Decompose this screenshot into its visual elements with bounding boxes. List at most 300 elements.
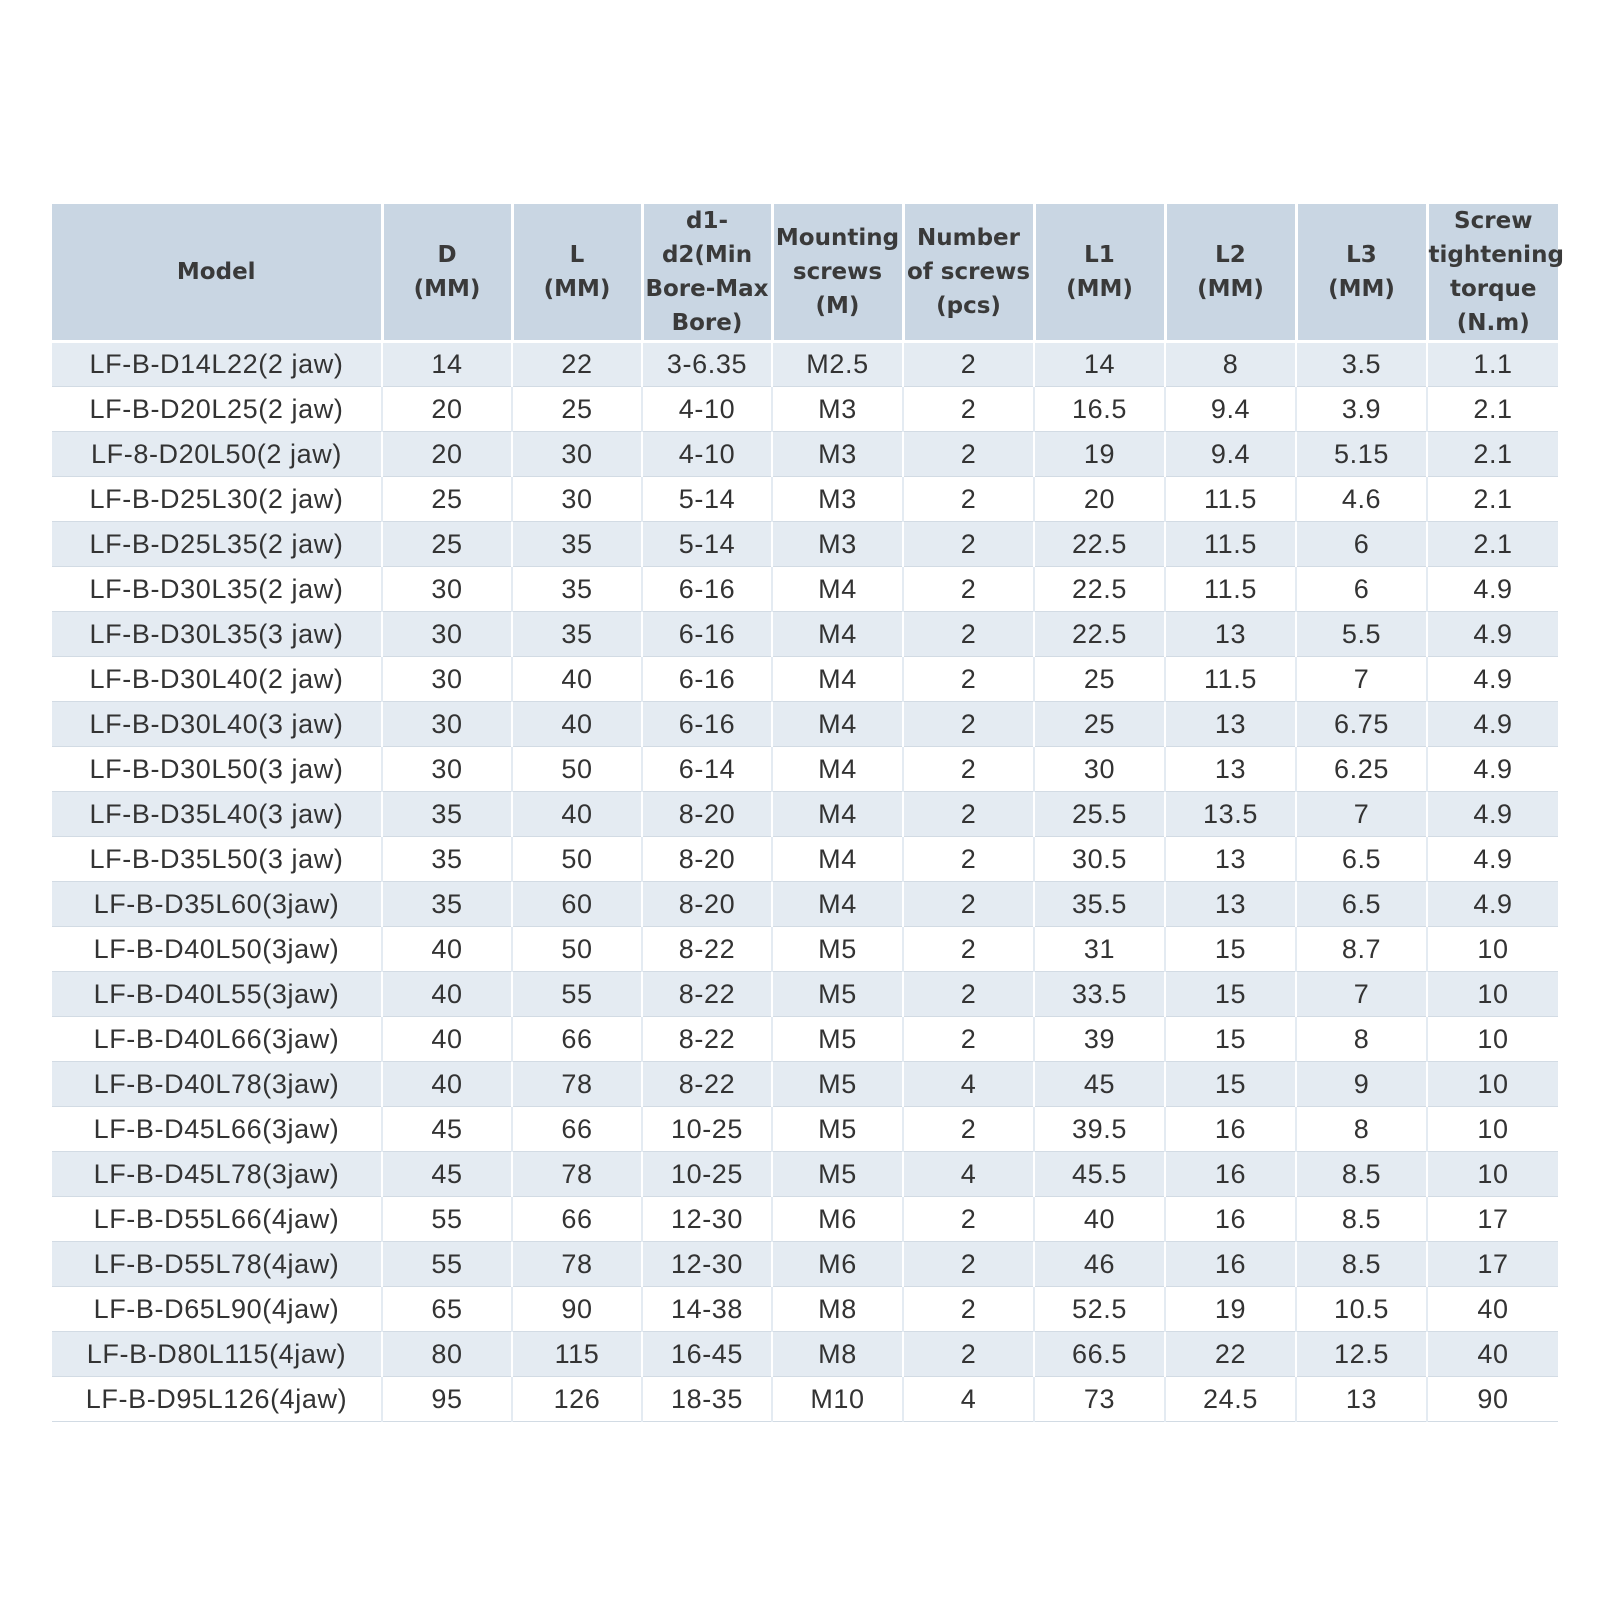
value-cell: 6-16 <box>642 567 772 612</box>
value-cell: 4.9 <box>1427 567 1558 612</box>
column-header-line: D <box>437 242 457 268</box>
column-header-line: (MM) <box>1197 276 1264 302</box>
value-cell: 3.9 <box>1296 387 1427 432</box>
value-cell: 2 <box>903 882 1034 927</box>
table-row <box>52 1017 1558 1062</box>
value-cell: 8 <box>1165 342 1296 387</box>
value-cell: 2 <box>903 432 1034 477</box>
value-cell: 25 <box>1034 702 1165 747</box>
value-cell: 46 <box>1034 1242 1165 1287</box>
value-cell: 8-22 <box>642 1062 772 1107</box>
value-cell: 10 <box>1427 1152 1558 1197</box>
model-cell: LF-B-D95L126(4jaw) <box>52 1377 382 1422</box>
column-header <box>52 204 382 342</box>
column-header-line: screws <box>792 259 883 285</box>
value-cell: 7 <box>1296 792 1427 837</box>
value-cell: 8.7 <box>1296 927 1427 972</box>
value-cell: 45 <box>1034 1062 1165 1107</box>
value-cell: 2 <box>903 837 1034 882</box>
value-cell: 10 <box>1427 1062 1558 1107</box>
column-header <box>1427 204 1564 342</box>
value-cell: 17 <box>1427 1197 1558 1242</box>
value-cell: 10.5 <box>1296 1287 1427 1332</box>
value-cell: 8.5 <box>1296 1197 1427 1242</box>
value-cell: 78 <box>512 1152 642 1197</box>
value-cell: 4.6 <box>1296 477 1427 522</box>
value-cell: 80 <box>382 1332 512 1377</box>
value-cell: 2 <box>903 567 1034 612</box>
value-cell: 4-10 <box>642 387 772 432</box>
value-cell: 45 <box>382 1107 512 1152</box>
model-cell: LF-B-D45L78(3jaw) <box>52 1152 382 1197</box>
value-cell: 2 <box>903 477 1034 522</box>
value-cell: M3 <box>772 477 903 522</box>
value-cell: 10 <box>1427 972 1558 1017</box>
value-cell: 4.9 <box>1427 792 1558 837</box>
column-header-line: L1 <box>1084 242 1115 268</box>
value-cell: 4.9 <box>1427 882 1558 927</box>
value-cell: 3-6.35 <box>642 342 772 387</box>
value-cell: 2 <box>903 1242 1034 1287</box>
value-cell: 60 <box>512 882 642 927</box>
model-cell: LF-B-D30L40(3 jaw) <box>52 702 382 747</box>
table-row <box>52 387 1558 432</box>
column-header-line: of screws <box>906 259 1031 285</box>
table-row <box>52 477 1558 522</box>
value-cell: 39.5 <box>1034 1107 1165 1152</box>
column-header <box>1296 204 1427 342</box>
value-cell: 6-14 <box>642 747 772 792</box>
value-cell: 40 <box>382 927 512 972</box>
table-row <box>52 567 1558 612</box>
value-cell: 65 <box>382 1287 512 1332</box>
value-cell: 5-14 <box>642 477 772 522</box>
column-header <box>772 204 903 342</box>
value-cell: 16 <box>1165 1152 1296 1197</box>
value-cell: 10-25 <box>642 1107 772 1152</box>
value-cell: 22 <box>512 342 642 387</box>
value-cell: 10 <box>1427 927 1558 972</box>
column-header-line: torque <box>1449 276 1537 302</box>
value-cell: M8 <box>772 1332 903 1377</box>
value-cell: 35 <box>382 792 512 837</box>
column-header <box>1165 204 1296 342</box>
table-row <box>52 1242 1558 1287</box>
table-row <box>52 927 1558 972</box>
table-row <box>52 972 1558 1017</box>
value-cell: 13 <box>1296 1377 1427 1422</box>
model-cell: LF-B-D20L25(2 jaw) <box>52 387 382 432</box>
value-cell: 2 <box>903 972 1034 1017</box>
model-cell: LF-B-D45L66(3jaw) <box>52 1107 382 1152</box>
model-cell: LF-B-D55L66(4jaw) <box>52 1197 382 1242</box>
value-cell: 45 <box>382 1152 512 1197</box>
value-cell: 95 <box>382 1377 512 1422</box>
value-cell: 25 <box>382 477 512 522</box>
column-header-line: (MM) <box>1328 276 1395 302</box>
value-cell: M4 <box>772 612 903 657</box>
value-cell: 9.4 <box>1165 432 1296 477</box>
value-cell: 30 <box>382 657 512 702</box>
value-cell: 4.9 <box>1427 612 1558 657</box>
model-cell: LF-B-D40L78(3jaw) <box>52 1062 382 1107</box>
value-cell: M3 <box>772 387 903 432</box>
table-row <box>52 1197 1558 1242</box>
table-row <box>52 1377 1558 1422</box>
column-header <box>512 204 642 342</box>
value-cell: 12-30 <box>642 1242 772 1287</box>
value-cell: M4 <box>772 657 903 702</box>
value-cell: 22 <box>1165 1332 1296 1377</box>
value-cell: 126 <box>512 1377 642 1422</box>
value-cell: 2 <box>903 747 1034 792</box>
value-cell: 30 <box>512 477 642 522</box>
value-cell: 20 <box>382 432 512 477</box>
column-header <box>382 204 512 342</box>
value-cell: 8-20 <box>642 837 772 882</box>
value-cell: M5 <box>772 1062 903 1107</box>
value-cell: 40 <box>1427 1287 1558 1332</box>
model-cell: LF-B-D40L55(3jaw) <box>52 972 382 1017</box>
table-row <box>52 432 1558 477</box>
value-cell: 24.5 <box>1165 1377 1296 1422</box>
value-cell: 22.5 <box>1034 612 1165 657</box>
model-cell: LF-B-D30L40(2 jaw) <box>52 657 382 702</box>
value-cell: 15 <box>1165 927 1296 972</box>
table-row <box>52 1152 1558 1197</box>
value-cell: M3 <box>772 432 903 477</box>
value-cell: 15 <box>1165 972 1296 1017</box>
value-cell: 25 <box>1034 657 1165 702</box>
column-header-line: Bore) <box>671 310 743 336</box>
value-cell: 2 <box>903 387 1034 432</box>
value-cell: 20 <box>382 387 512 432</box>
value-cell: 6-16 <box>642 702 772 747</box>
value-cell: M5 <box>772 1152 903 1197</box>
value-cell: 2 <box>903 927 1034 972</box>
column-header-line: Mounting <box>775 225 900 251</box>
value-cell: 9.4 <box>1165 387 1296 432</box>
value-cell: 45.5 <box>1034 1152 1165 1197</box>
value-cell: 55 <box>512 972 642 1017</box>
value-cell: 30.5 <box>1034 837 1165 882</box>
value-cell: 2.1 <box>1427 387 1558 432</box>
model-cell: LF-B-D40L50(3jaw) <box>52 927 382 972</box>
value-cell: 22.5 <box>1034 522 1165 567</box>
column-header-line: (MM) <box>413 276 481 302</box>
value-cell: M4 <box>772 702 903 747</box>
value-cell: 4 <box>903 1152 1034 1197</box>
value-cell: 50 <box>512 837 642 882</box>
value-cell: 35 <box>512 567 642 612</box>
column-header-line: Screw <box>1454 208 1533 234</box>
value-cell: 8-22 <box>642 972 772 1017</box>
value-cell: 11.5 <box>1165 567 1296 612</box>
value-cell: M5 <box>772 972 903 1017</box>
model-cell: LF-B-D35L50(3 jaw) <box>52 837 382 882</box>
value-cell: 4 <box>903 1062 1034 1107</box>
value-cell: 16 <box>1165 1242 1296 1287</box>
model-cell: LF-B-D80L115(4jaw) <box>52 1332 382 1377</box>
value-cell: M4 <box>772 792 903 837</box>
value-cell: 19 <box>1165 1287 1296 1332</box>
value-cell: 2 <box>903 1017 1034 1062</box>
value-cell: 15 <box>1165 1062 1296 1107</box>
value-cell: 39 <box>1034 1017 1165 1062</box>
value-cell: 5-14 <box>642 522 772 567</box>
value-cell: 2 <box>903 342 1034 387</box>
table-row <box>52 1062 1558 1107</box>
value-cell: 30 <box>382 612 512 657</box>
value-cell: 35 <box>512 522 642 567</box>
value-cell: M6 <box>772 1197 903 1242</box>
model-cell: LF-B-D25L30(2 jaw) <box>52 477 382 522</box>
value-cell: 6 <box>1296 567 1427 612</box>
value-cell: 9 <box>1296 1062 1427 1107</box>
value-cell: 2.1 <box>1427 477 1558 522</box>
value-cell: 4.9 <box>1427 837 1558 882</box>
value-cell: 25.5 <box>1034 792 1165 837</box>
value-cell: M10 <box>772 1377 903 1422</box>
value-cell: 78 <box>512 1242 642 1287</box>
column-header-line: (N.m) <box>1456 310 1530 336</box>
value-cell: 2 <box>903 657 1034 702</box>
column-header-line: L2 <box>1215 242 1246 268</box>
column-header-line: L <box>569 242 585 268</box>
model-cell: LF-B-D40L66(3jaw) <box>52 1017 382 1062</box>
value-cell: M6 <box>772 1242 903 1287</box>
value-cell: 3.5 <box>1296 342 1427 387</box>
value-cell: 11.5 <box>1165 522 1296 567</box>
value-cell: 40 <box>382 1062 512 1107</box>
value-cell: 13 <box>1165 612 1296 657</box>
model-cell: LF-B-D65L90(4jaw) <box>52 1287 382 1332</box>
table-row <box>52 1332 1558 1377</box>
column-header-line: d1-d2(Min <box>661 208 753 268</box>
value-cell: 66.5 <box>1034 1332 1165 1377</box>
value-cell: 5.5 <box>1296 612 1427 657</box>
table-row <box>52 747 1558 792</box>
table-row <box>52 882 1558 927</box>
value-cell: 4.9 <box>1427 747 1558 792</box>
model-cell: LF-B-D30L35(2 jaw) <box>52 567 382 612</box>
value-cell: M4 <box>772 747 903 792</box>
value-cell: M4 <box>772 567 903 612</box>
value-cell: 115 <box>512 1332 642 1377</box>
value-cell: 2 <box>903 1107 1034 1152</box>
value-cell: 2 <box>903 612 1034 657</box>
table-row <box>52 657 1558 702</box>
value-cell: M5 <box>772 1017 903 1062</box>
value-cell: 14 <box>382 342 512 387</box>
model-cell: LF-B-D35L40(3 jaw) <box>52 792 382 837</box>
table-row <box>52 1287 1558 1332</box>
table-row <box>52 837 1558 882</box>
value-cell: 1.1 <box>1427 342 1558 387</box>
value-cell: 12.5 <box>1296 1332 1427 1377</box>
model-cell: LF-B-D55L78(4jaw) <box>52 1242 382 1287</box>
value-cell: 2 <box>903 1332 1034 1377</box>
table-row <box>52 792 1558 837</box>
value-cell: 33.5 <box>1034 972 1165 1017</box>
value-cell: 40 <box>1427 1332 1558 1377</box>
value-cell: 31 <box>1034 927 1165 972</box>
value-cell: 8 <box>1296 1107 1427 1152</box>
table-header-row <box>52 204 1558 342</box>
value-cell: 35 <box>512 612 642 657</box>
value-cell: 11.5 <box>1165 657 1296 702</box>
value-cell: 14-38 <box>642 1287 772 1332</box>
value-cell: 40 <box>512 702 642 747</box>
value-cell: 66 <box>512 1107 642 1152</box>
value-cell: 6-16 <box>642 657 772 702</box>
value-cell: 40 <box>512 657 642 702</box>
value-cell: 66 <box>512 1197 642 1242</box>
value-cell: 40 <box>382 1017 512 1062</box>
value-cell: 12-30 <box>642 1197 772 1242</box>
value-cell: 2 <box>903 1197 1034 1242</box>
value-cell: 15 <box>1165 1017 1296 1062</box>
value-cell: 4-10 <box>642 432 772 477</box>
value-cell: 13.5 <box>1165 792 1296 837</box>
value-cell: 30 <box>382 702 512 747</box>
value-cell: 55 <box>382 1197 512 1242</box>
value-cell: 14 <box>1034 342 1165 387</box>
value-cell: M3 <box>772 522 903 567</box>
value-cell: 19 <box>1034 432 1165 477</box>
value-cell: 22.5 <box>1034 567 1165 612</box>
value-cell: 8 <box>1296 1017 1427 1062</box>
column-header-line: L3 <box>1346 242 1377 268</box>
value-cell: 13 <box>1165 837 1296 882</box>
value-cell: 6.5 <box>1296 837 1427 882</box>
column-header-line: Bore-Max <box>645 276 769 302</box>
table-row <box>52 702 1558 747</box>
value-cell: 6.25 <box>1296 747 1427 792</box>
value-cell: 10 <box>1427 1017 1558 1062</box>
column-header <box>642 204 772 342</box>
model-cell: LF-B-D30L50(3 jaw) <box>52 747 382 792</box>
column-header-line: (MM) <box>543 276 611 302</box>
value-cell: 30 <box>512 432 642 477</box>
value-cell: 7 <box>1296 657 1427 702</box>
value-cell: 66 <box>512 1017 642 1062</box>
value-cell: 6-16 <box>642 612 772 657</box>
model-cell: LF-8-D20L50(2 jaw) <box>52 432 382 477</box>
value-cell: 2 <box>903 1287 1034 1332</box>
value-cell: M5 <box>772 1107 903 1152</box>
table-row <box>52 1107 1558 1152</box>
value-cell: 20 <box>1034 477 1165 522</box>
value-cell: 13 <box>1165 747 1296 792</box>
column-header <box>903 204 1034 342</box>
value-cell: 8-20 <box>642 792 772 837</box>
value-cell: M4 <box>772 837 903 882</box>
value-cell: 55 <box>382 1242 512 1287</box>
value-cell: 35 <box>382 882 512 927</box>
value-cell: 16 <box>1165 1197 1296 1242</box>
value-cell: 8.5 <box>1296 1242 1427 1287</box>
value-cell: 16-45 <box>642 1332 772 1377</box>
value-cell: 2.1 <box>1427 522 1558 567</box>
value-cell: 25 <box>512 387 642 432</box>
value-cell: 13 <box>1165 882 1296 927</box>
value-cell: 90 <box>512 1287 642 1332</box>
value-cell: 18-35 <box>642 1377 772 1422</box>
value-cell: 4.9 <box>1427 657 1558 702</box>
table-row <box>52 522 1558 567</box>
value-cell: 2.1 <box>1427 432 1558 477</box>
value-cell: 25 <box>382 522 512 567</box>
column-header-line: tightening <box>1428 242 1564 268</box>
model-cell: LF-B-D30L35(3 jaw) <box>52 612 382 657</box>
value-cell: 90 <box>1427 1377 1558 1422</box>
model-cell: LF-B-D35L60(3jaw) <box>52 882 382 927</box>
model-cell: LF-B-D14L22(2 jaw) <box>52 342 382 387</box>
value-cell: 30 <box>382 747 512 792</box>
value-cell: 6 <box>1296 522 1427 567</box>
value-cell: 35 <box>382 837 512 882</box>
value-cell: 40 <box>1034 1197 1165 1242</box>
column-header-line: Number <box>917 225 1020 251</box>
value-cell: 7 <box>1296 972 1427 1017</box>
value-cell: 11.5 <box>1165 477 1296 522</box>
value-cell: 4 <box>903 1377 1034 1422</box>
value-cell: M4 <box>772 882 903 927</box>
value-cell: 52.5 <box>1034 1287 1165 1332</box>
value-cell: 30 <box>1034 747 1165 792</box>
table-row <box>52 612 1558 657</box>
column-header-line: (MM) <box>1066 276 1133 302</box>
value-cell: 73 <box>1034 1377 1165 1422</box>
value-cell: 5.15 <box>1296 432 1427 477</box>
table-body <box>52 342 1558 1422</box>
value-cell: 17 <box>1427 1242 1558 1287</box>
value-cell: 78 <box>512 1062 642 1107</box>
value-cell: 2 <box>903 522 1034 567</box>
spec-table <box>52 204 1564 1422</box>
value-cell: 8-20 <box>642 882 772 927</box>
value-cell: 10-25 <box>642 1152 772 1197</box>
value-cell: 4.9 <box>1427 702 1558 747</box>
value-cell: 2 <box>903 702 1034 747</box>
value-cell: 30 <box>382 567 512 612</box>
value-cell: 35.5 <box>1034 882 1165 927</box>
value-cell: 40 <box>512 792 642 837</box>
value-cell: 13 <box>1165 702 1296 747</box>
value-cell: 40 <box>382 972 512 1017</box>
value-cell: 6.5 <box>1296 882 1427 927</box>
value-cell: 10 <box>1427 1107 1558 1152</box>
value-cell: M8 <box>772 1287 903 1332</box>
value-cell: 8-22 <box>642 1017 772 1062</box>
value-cell: 8-22 <box>642 927 772 972</box>
value-cell: 6.75 <box>1296 702 1427 747</box>
value-cell: 8.5 <box>1296 1152 1427 1197</box>
value-cell: 16.5 <box>1034 387 1165 432</box>
column-header-line: (pcs) <box>936 293 1001 319</box>
column-header <box>1034 204 1165 342</box>
value-cell: 16 <box>1165 1107 1296 1152</box>
value-cell: M5 <box>772 927 903 972</box>
column-header-line: (M) <box>815 293 860 319</box>
column-header-line: Model <box>176 259 256 285</box>
value-cell: 50 <box>512 927 642 972</box>
model-cell: LF-B-D25L35(2 jaw) <box>52 522 382 567</box>
value-cell: M2.5 <box>772 342 903 387</box>
value-cell: 2 <box>903 792 1034 837</box>
value-cell: 50 <box>512 747 642 792</box>
